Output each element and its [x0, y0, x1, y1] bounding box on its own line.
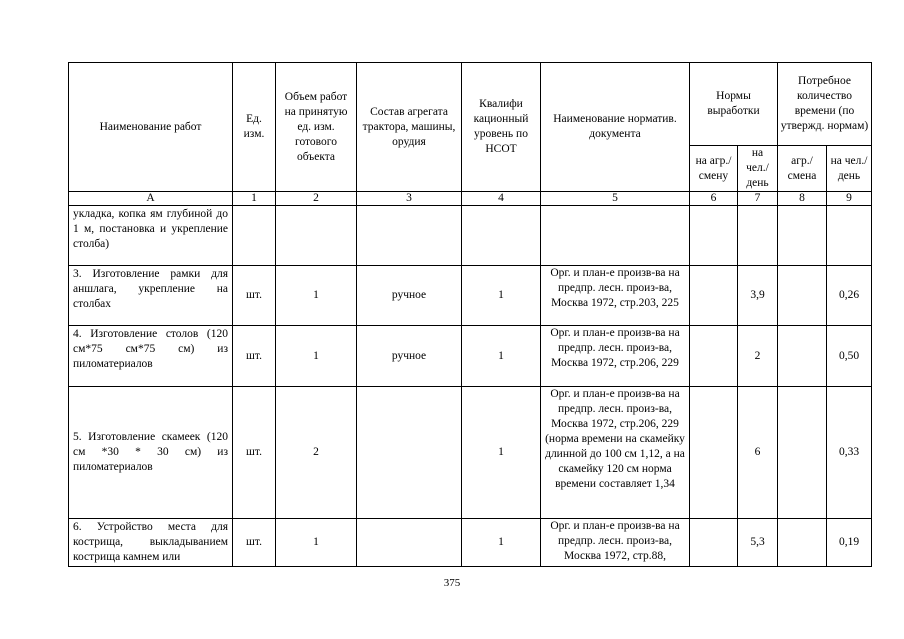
aggregate: ручное [357, 266, 462, 326]
unit: шт. [233, 387, 276, 519]
table-row [69, 387, 872, 519]
volume: 1 [276, 519, 357, 567]
time-per-man: 0,33 [827, 387, 872, 519]
aggregate [357, 387, 462, 519]
index-cell: 3 [357, 192, 462, 206]
subheader-norm-per-man: на чел./ день [738, 146, 778, 192]
subheader-time-aggregate: агр./ смена [778, 146, 827, 192]
work-name: 3. Изготовление рамки для аншлага, укрепление на столбах [69, 266, 233, 326]
header-unit: Ед. изм. [233, 63, 276, 192]
index-cell: 5 [541, 192, 690, 206]
index-cell: 9 [827, 192, 872, 206]
index-cell: 6 [690, 192, 738, 206]
unit [233, 206, 276, 266]
index-cell: 4 [462, 192, 541, 206]
page-number: 375 [443, 577, 461, 589]
time-per-man [827, 206, 872, 266]
norm-per-man: 6 [738, 387, 778, 519]
header-aggregate: Состав агрегата трактора, машины, орудия [357, 63, 462, 192]
header-volume: Объем работ на принятую ед. изм. готового объекта [276, 63, 357, 192]
qualification [462, 206, 541, 266]
qualification: 1 [462, 326, 541, 387]
header-required-time: Потребное количество времени (по утвержд. нормам) [778, 63, 872, 146]
norm-per-aggregate [690, 387, 738, 519]
qualification: 1 [462, 266, 541, 326]
work-name: 6. Устройство места для кострища, выкладыванием кострища камнем или [69, 519, 233, 567]
table-row [69, 206, 872, 266]
document: Орг. и план-е произв-ва на предпр. лесн. произ-ва, Москва 1972, стр.206, 229 (норма времени на скамейку длинной до 100 см 1,12, а на скамейку 120 см норма времени составляет 1,34 [541, 387, 690, 519]
time-per-man: 0,26 [827, 266, 872, 326]
unit: шт. [233, 266, 276, 326]
work-name: 4. Изготовление столов (120 см*75 см*75 см) из пиломатериалов [69, 326, 233, 387]
norm-per-aggregate [690, 519, 738, 567]
work-norms-table [68, 62, 872, 567]
index-cell: 2 [276, 192, 357, 206]
time-aggregate [778, 387, 827, 519]
unit: шт. [233, 326, 276, 387]
norm-per-man: 3,9 [738, 266, 778, 326]
index-cell: 1 [233, 192, 276, 206]
norm-per-aggregate [690, 266, 738, 326]
table-row [69, 519, 872, 567]
aggregate: ручное [357, 326, 462, 387]
subheader-time-per-man: на чел./ день [827, 146, 872, 192]
header-document: Наименование норматив. документа [541, 63, 690, 192]
norm-per-man: 5,3 [738, 519, 778, 567]
header-work-name: Наименование работ [69, 63, 233, 192]
time-per-man: 0,19 [827, 519, 872, 567]
table-row [69, 266, 872, 326]
volume [276, 206, 357, 266]
time-aggregate [778, 266, 827, 326]
document: Орг. и план-е произв-ва на предпр. лесн. произ-ва, Москва 1972, стр.206, 229 [541, 326, 690, 387]
aggregate [357, 206, 462, 266]
index-cell: А [69, 192, 233, 206]
subheader-norm-per-aggregate: на агр./ смену [690, 146, 738, 192]
norm-per-aggregate [690, 326, 738, 387]
header-qualification: Квалифи кационный уровень по НСОТ [462, 63, 541, 192]
volume: 1 [276, 326, 357, 387]
time-aggregate [778, 206, 827, 266]
table-row [69, 326, 872, 387]
index-cell: 7 [738, 192, 778, 206]
index-cell: 8 [778, 192, 827, 206]
document: Орг. и план-е произв-ва на предпр. лесн. произ-ва, Москва 1972, стр.203, 225 [541, 266, 690, 326]
qualification: 1 [462, 387, 541, 519]
norm-per-aggregate [690, 206, 738, 266]
document [541, 206, 690, 266]
time-aggregate [778, 519, 827, 567]
volume: 2 [276, 387, 357, 519]
volume: 1 [276, 266, 357, 326]
qualification: 1 [462, 519, 541, 567]
aggregate [357, 519, 462, 567]
work-name: 5. Изготовление скамеек (120 см *30 * 30 см) из пиломатериалов [69, 387, 233, 519]
unit: шт. [233, 519, 276, 567]
norm-per-man: 2 [738, 326, 778, 387]
header-output-norms: Нормы выработки [690, 63, 778, 146]
time-aggregate [778, 326, 827, 387]
time-per-man: 0,50 [827, 326, 872, 387]
norm-per-man [738, 206, 778, 266]
work-name: укладка, копка ям глубиной до 1 м, постановка и укрепление столба) [69, 206, 233, 266]
document: Орг. и план-е произв-ва на предпр. лесн. произ-ва, Москва 1972, стр.88, [541, 519, 690, 567]
